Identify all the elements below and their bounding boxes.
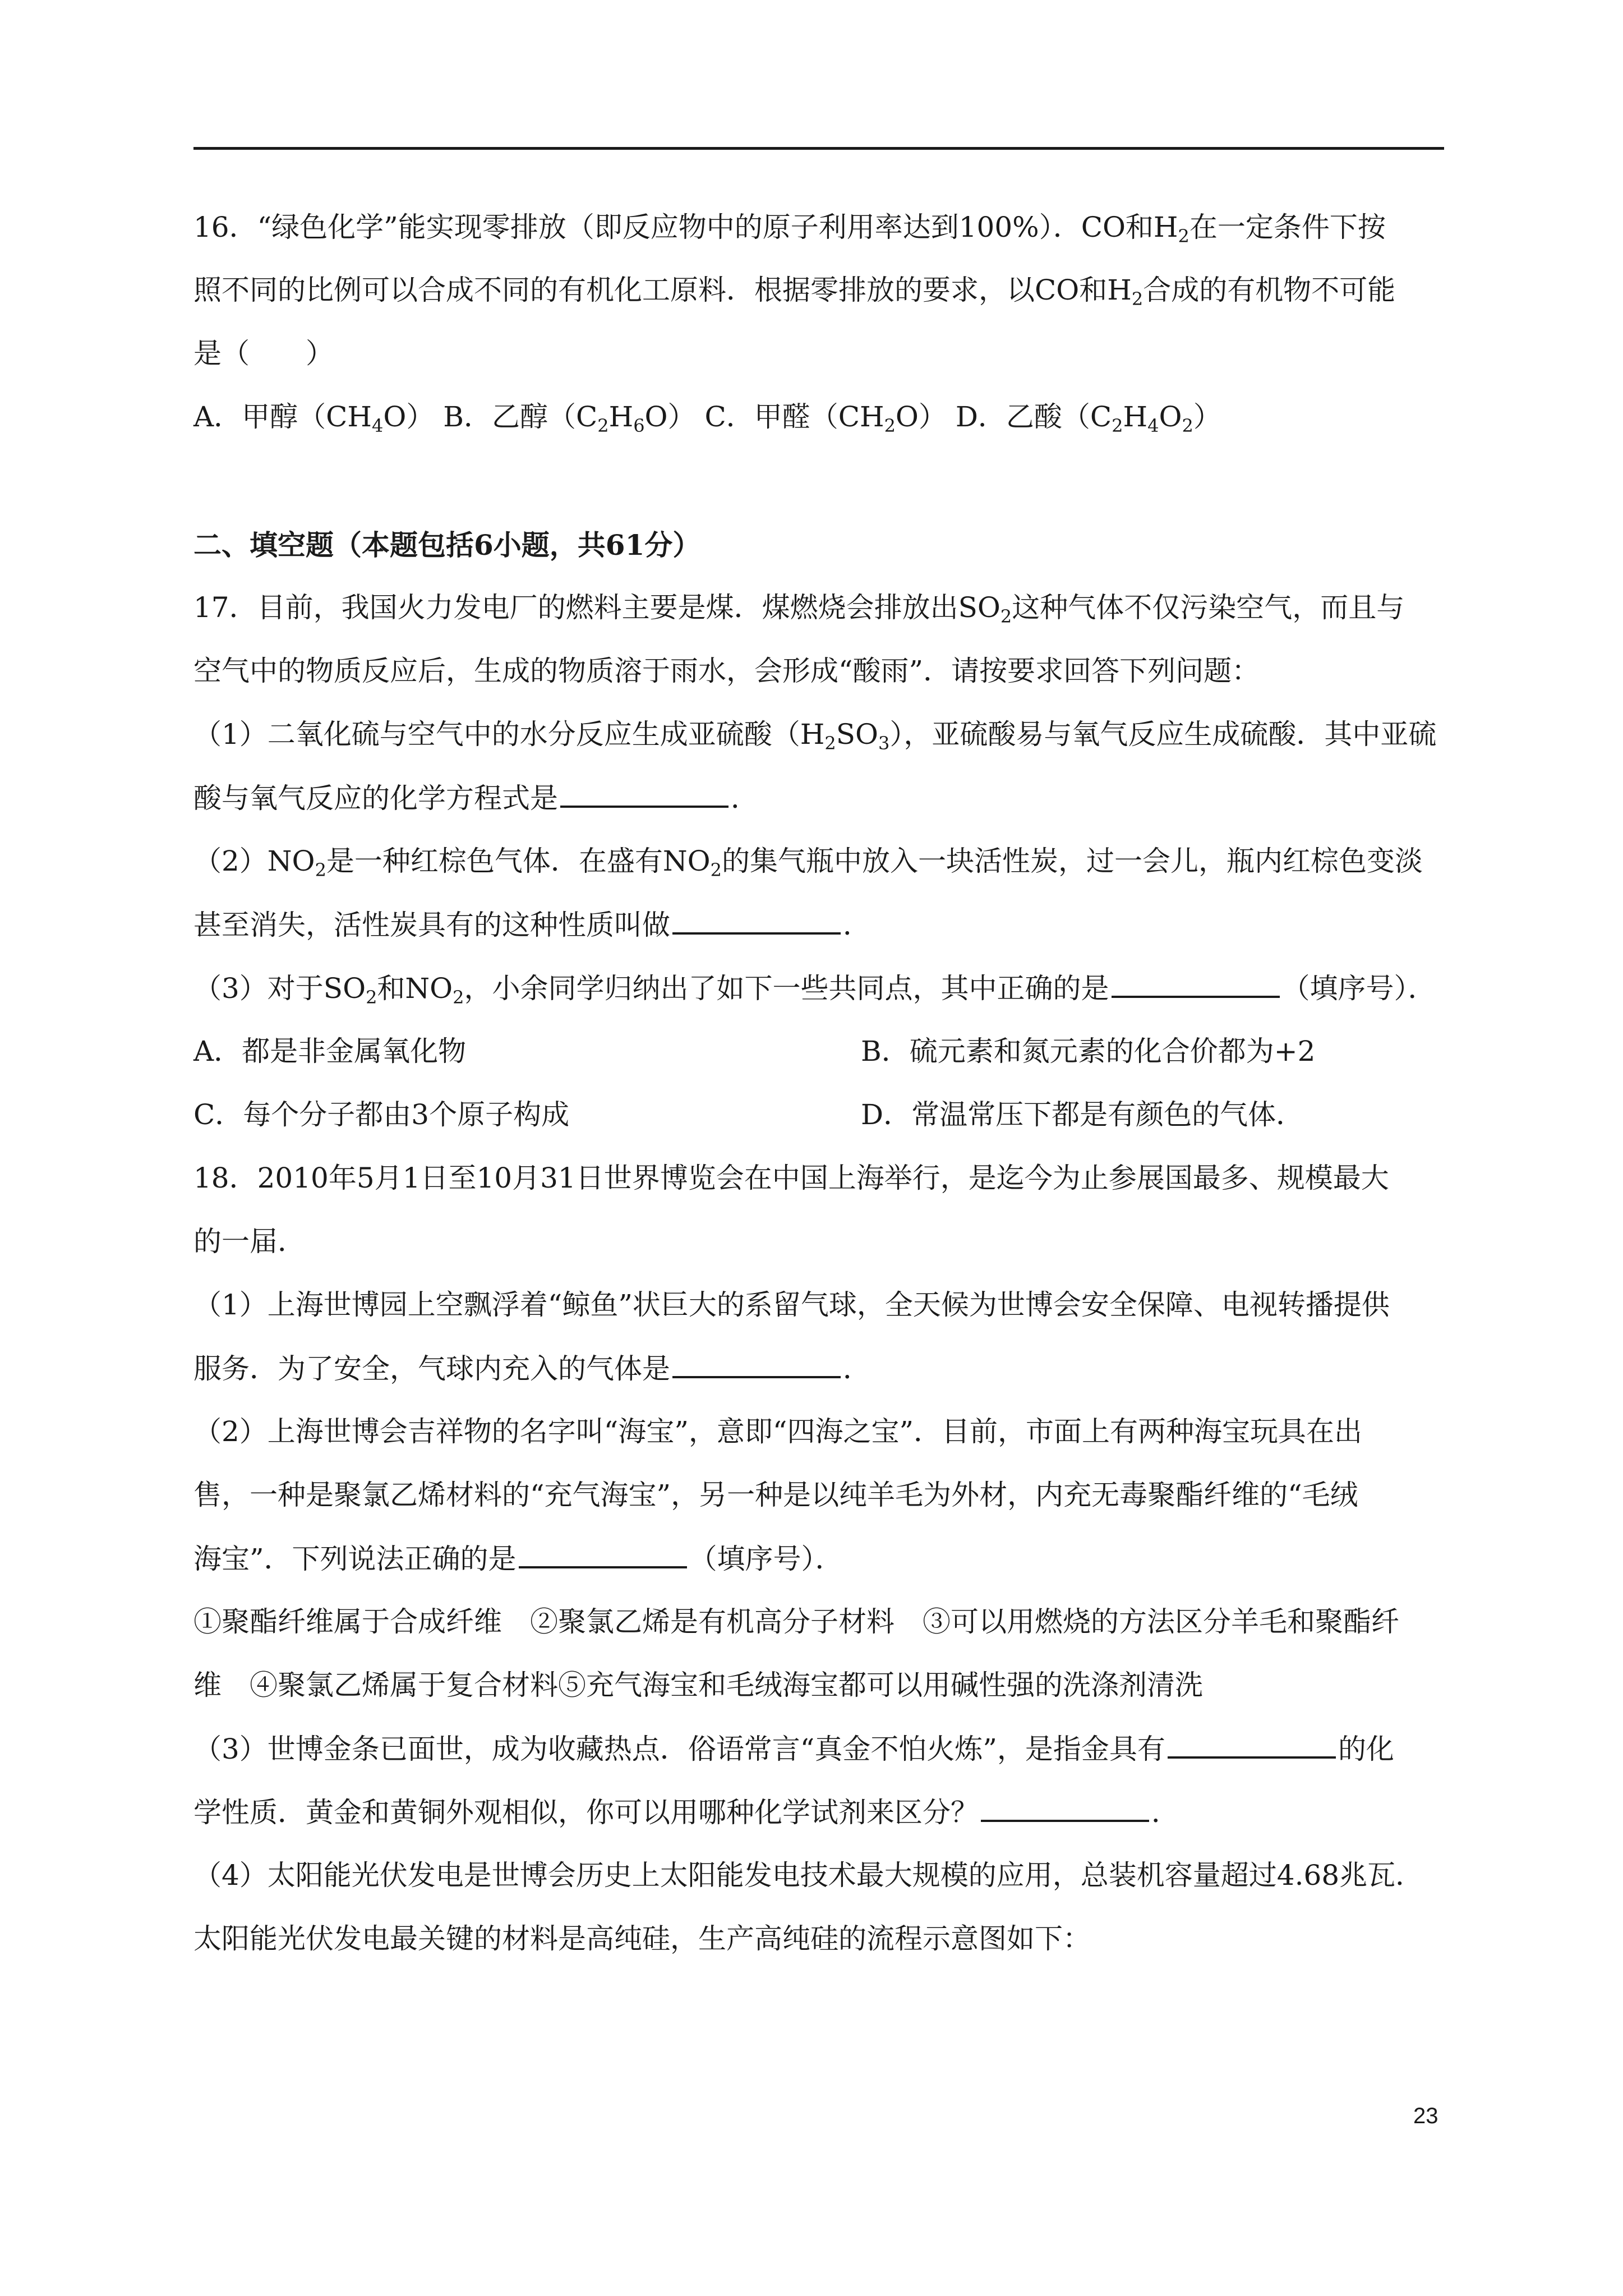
answer-blank[interactable] <box>672 908 841 935</box>
q18-part2-line-3: 海宝”．下列说法正确的是 （填序号）． <box>193 1543 843 1575</box>
q18-part3-line-2: 学性质．黄金和黄铜外观相似，你可以用哪种化学试剂来区分？ ． <box>193 1796 1179 1829</box>
q18-part2-line-1: （2）上海世博会吉祥物的名字叫“海宝”，意即“四海之宝”．目前，市面上有两种海宝玩具在出 <box>193 1415 1363 1448</box>
q17-line-2: 空气中的物质反应后，生成的物质溶于雨水，会形成“酸雨”．请按要求回答下列问题： <box>193 655 1260 687</box>
q18-line-2: 的一届． <box>193 1225 306 1258</box>
answer-blank[interactable] <box>1112 971 1280 998</box>
q17-part1-line-1: （1）二氧化硫与空气中的水分反应生成亚硫酸$(H_2SO_3)$，亚硫酸易与氧气反应生成硫酸．其中亚硫 <box>193 718 1437 754</box>
q17-part1-line-2: 酸与氧气反应的化学方程式是 ． <box>193 782 759 815</box>
q16-line-1: 16．“绿色化学”能实现零排放（即反应物中的原子利用率达到100%）．CO和$H_2$在一定条件下按 <box>193 211 1386 247</box>
q17-options-row-1: A．都是非金属氧化物 B．硫元素和氮元素的化合价都为+2 <box>193 1035 1316 1068</box>
answer-blank[interactable] <box>672 1351 841 1378</box>
q17-part2-line-1: $(2)NO_2$是一种红棕色气体．在盛有$NO_2$的集气瓶中放入一块活性炭，过一会儿，瓶内红棕色变淡 <box>193 845 1423 881</box>
q17-part3-line-1: （3）对于$SO_2$和$NO_2$，小余同学归纳出了如下一些共同点，其中正确的是 （填序号）． <box>193 972 1436 1008</box>
q18-part4-line-2: 太阳能光伏发电最关键的材料是高纯硅，生产高纯硅的流程示意图如下： <box>193 1922 1091 1955</box>
answer-blank[interactable] <box>519 1542 687 1568</box>
q16-line-3: 是（ ） <box>193 337 334 370</box>
q18-items-line-2: 维 ④聚氯乙烯属于复合材料⑤充气海宝和毛绒海宝都可以用碱性强的洗涤剂清洗 <box>193 1669 1203 1701</box>
q17-part2-line-2: 甚至消失，活性炭具有的这种性质叫做 ． <box>193 909 871 941</box>
q17-line-1: 17．目前，我国火力发电厂的燃料主要是煤．煤燃烧会排放出$SO_2$这种气体不仅污染空气，而且与 <box>193 591 1405 627</box>
q18-line-1: 18．2010年5月1日至10月31日世界博览会在中国上海举行，是迄今为止参展国最多、规模最大 <box>193 1162 1389 1194</box>
answer-blank[interactable] <box>1168 1732 1336 1759</box>
q16-options: A．甲醇$(CH_4O)$ B．乙醇$(C_2H_6O)$ C．甲醛$(CH_2O)$ D．乙酸$(C_2H_4O_2)$ <box>193 401 1221 436</box>
page-number: 23 <box>1413 2104 1438 2128</box>
q16-line-2: 照不同的比例可以合成不同的有机化工原料．根据零排放的要求，以CO和$H_2$合成的有机物不可能 <box>193 274 1396 310</box>
answer-blank[interactable] <box>981 1795 1149 1822</box>
q18-part1-line-2: 服务．为了安全，气球内充入的气体是 ． <box>193 1352 871 1385</box>
answer-blank[interactable] <box>560 781 728 808</box>
q18-part4-line-1: （4）太阳能光伏发电是世博会历史上太阳能发电技术最大规模的应用，总装机容量超过4.68兆瓦． <box>193 1859 1424 1892</box>
q18-part3-line-1: （3）世博金条已面世，成为收藏热点．俗语常言“真金不怕火炼”，是指金具有 的化 <box>193 1733 1394 1765</box>
header-rule <box>193 147 1444 150</box>
section-heading: 二、填空题（本题包括6小题，共61分） <box>193 528 701 562</box>
q18-items-line-1: ①聚酯纤维属于合成纤维 ②聚氯乙烯是有机高分子材料 ③可以用燃烧的方法区分羊毛和聚酯纤 <box>193 1605 1399 1638</box>
q17-options-row-2: C．每个分子都由3个原子构成 D．常温常压下都是有颜色的气体． <box>193 1098 1304 1131</box>
q18-part2-line-2: 售，一种是聚氯乙烯材料的“充气海宝”，另一种是以纯羊毛为外材，内充无毒聚酯纤维的“毛绒 <box>193 1479 1358 1511</box>
q18-part1-line-1: （1）上海世博园上空飘浮着“鲸鱼”状巨大的系留气球，全天候为世博会安全保障、电视转播提供 <box>193 1289 1390 1321</box>
